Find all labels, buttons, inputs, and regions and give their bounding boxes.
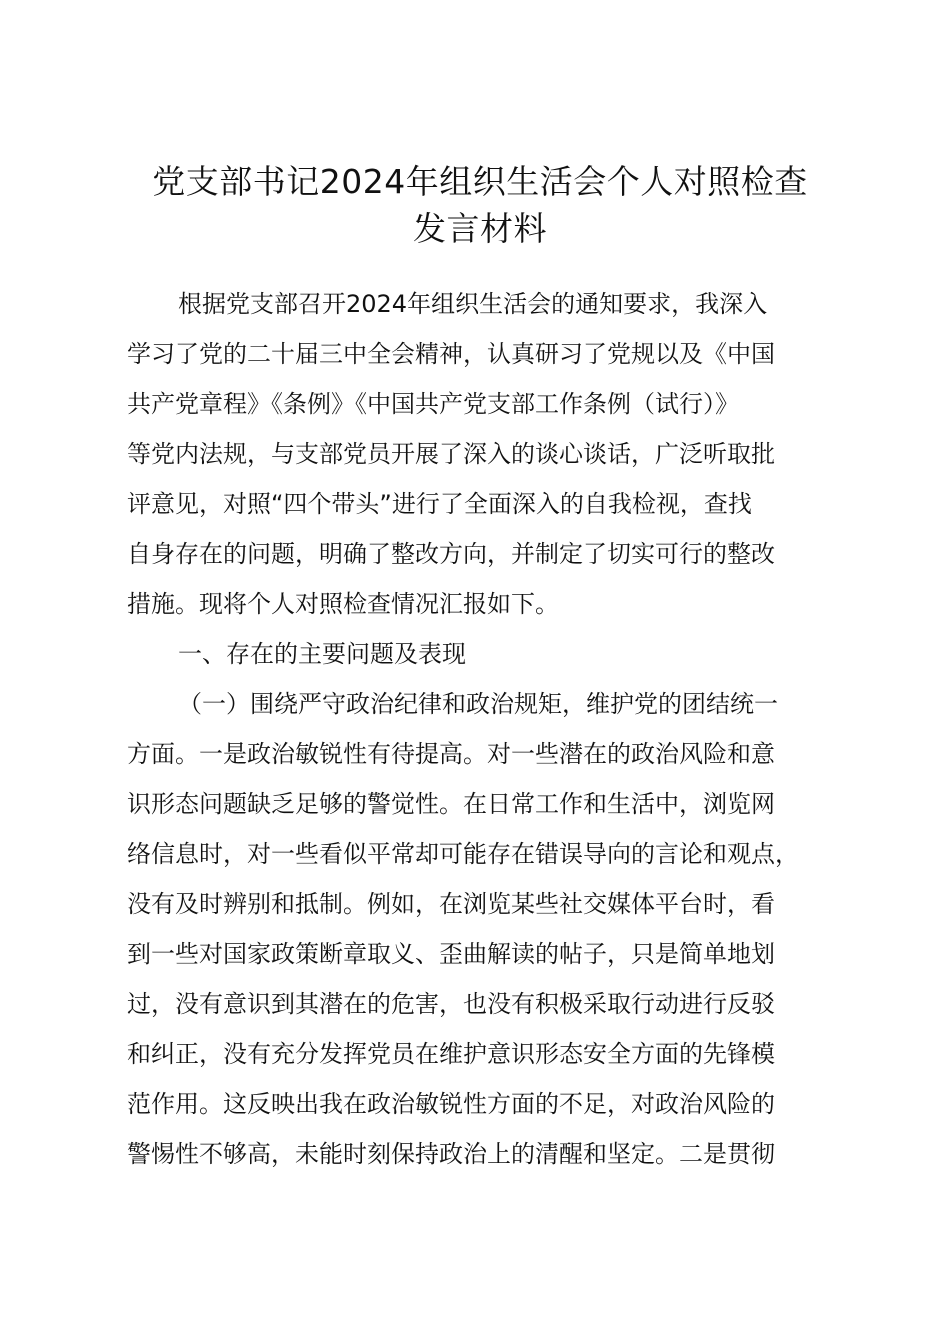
body-line-14: 过，没有意识到其潜在的危害，也没有积极采取行动进行反驳	[127, 990, 775, 1018]
body-line-15: 和纠正，没有充分发挥党员在维护意识形态安全方面的先锋模	[127, 1040, 775, 1068]
body-line-12: 没有及时辨别和抵制。例如，在浏览某些社交媒体平台时，看	[127, 890, 775, 918]
body-line-10: 识形态问题缺乏足够的警觉性。在日常工作和生活中，浏览网	[127, 790, 775, 818]
body-line-8: （一）围绕严守政治纪律和政治规矩，维护党的团结统一	[178, 690, 778, 718]
body-line-6: 自身存在的问题，明确了整改方向，并制定了切实可行的整改	[127, 540, 775, 568]
section-heading: 一、存在的主要问题及表现	[178, 640, 466, 668]
body-line-2: 学习了党的二十届三中全会精神，认真研习了党规以及《中国	[127, 340, 775, 368]
body-line-16: 范作用。这反映出我在政治敏锐性方面的不足，对政治风险的	[127, 1090, 775, 1118]
body-line-1: 根据党支部召开2024年组织生活会的通知要求，我深入	[178, 290, 768, 318]
body-line-17: 警惕性不够高，未能时刻保持政治上的清醒和坚定。二是贯彻	[127, 1140, 775, 1168]
document-title-line-2: 发言材料	[413, 209, 547, 248]
body-line-3: 共产党章程》《条例》《中国共产党支部工作条例（试行）》	[127, 390, 739, 418]
body-line-13: 到一些对国家政策断章取义、歪曲解读的帖子，只是简单地划	[127, 940, 775, 968]
body-line-4: 等党内法规，与支部党员开展了深入的谈心谈话，广泛听取批	[127, 440, 775, 468]
body-line-11: 络信息时，对一些看似平常却可能存在错误导向的言论和观点，	[127, 840, 799, 868]
body-line-5: 评意见，对照“四个带头”进行了全面深入的自我检视，查找	[127, 490, 752, 518]
document-title-line-1: 党支部书记2024年组织生活会个人对照检查	[152, 162, 808, 201]
body-line-7: 措施。现将个人对照检查情况汇报如下。	[127, 590, 559, 618]
body-line-9: 方面。一是政治敏锐性有待提高。对一些潜在的政治风险和意	[127, 740, 775, 768]
